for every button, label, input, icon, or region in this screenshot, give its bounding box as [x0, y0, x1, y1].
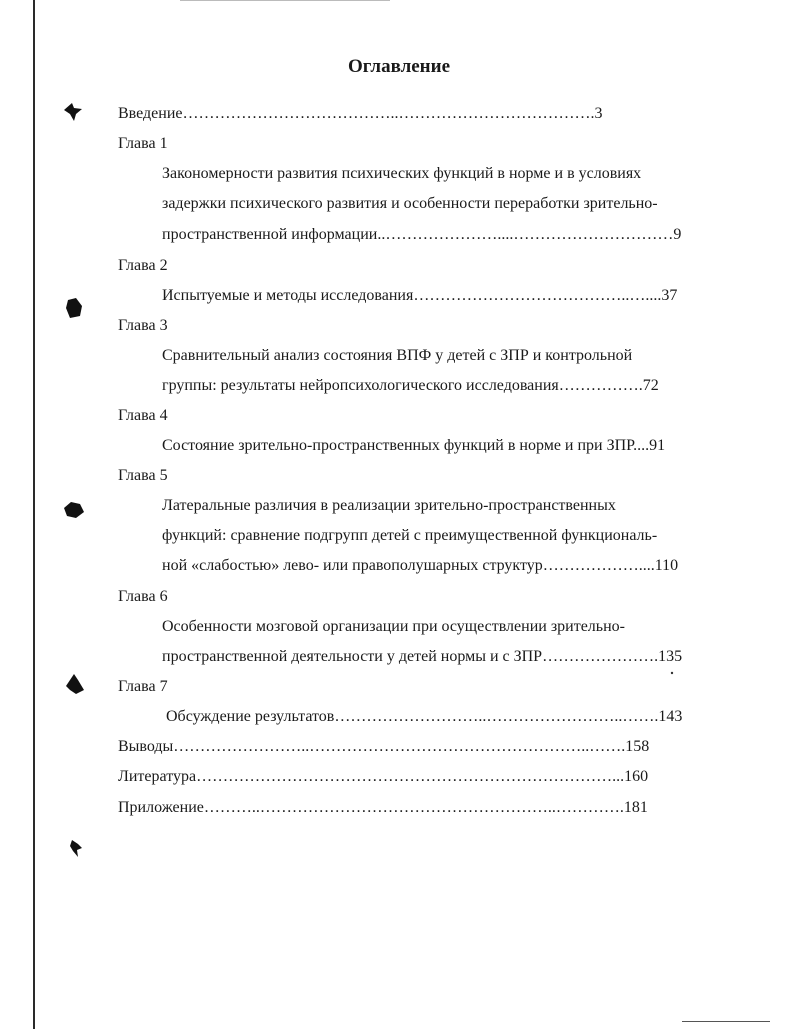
punch-hole-mark [64, 296, 84, 320]
punch-hole-mark [64, 672, 86, 696]
punch-hole-mark [62, 500, 86, 520]
toc-introduction: Введение…………………………………..……………………………….3 [118, 105, 603, 122]
toc-chapter-6-heading: Глава 6 [118, 588, 168, 605]
toc-chapter-2-heading: Глава 2 [118, 257, 168, 274]
scan-left-border [33, 0, 35, 1029]
toc-chapter-3-title-line-2: группы: результаты нейропсихологического исследования…………….72 [162, 377, 659, 394]
toc-chapter-5-title-line-3: ной «слабостью» лево- или правополушарных структур………………....110 [162, 557, 679, 574]
scan-bottom-mark [682, 1021, 770, 1022]
toc-chapter-5-heading: Глава 5 [118, 467, 168, 484]
toc-references: Литература……………………………………………………………………...160 [118, 768, 649, 785]
toc-chapter-7-title: Обсуждение результатов………………………..……………………..…….143 [166, 708, 683, 725]
toc-chapter-4-title: Состояние зрительно-пространственных функций в норме и при ЗПР....91 [162, 437, 666, 454]
toc-chapter-3-title-line-1: Сравнительный анализ состояния ВПФ у детей с ЗПР и контрольной [162, 347, 633, 364]
toc-chapter-2-title: Испытуемые и методы исследования…………………………………..…....37 [162, 287, 678, 304]
toc-chapter-1-title-line-2: задержки психического развития и особенности переработки зрительно- [162, 195, 658, 212]
toc-chapter-1-title-line-1: Закономерности развития психических функций в норме и в условиях [162, 165, 642, 182]
toc-chapter-5-title-line-2: функций: сравнение подгрупп детей с преимущественной функциональ- [162, 527, 658, 544]
page-title: Оглавление [347, 56, 451, 77]
punch-hole-mark [68, 838, 84, 858]
toc-chapter-1-heading: Глава 1 [118, 135, 168, 152]
toc-chapter-5-title-line-1: Латеральные различия в реализации зрительно-пространственных [162, 497, 616, 514]
toc-appendix: Приложение………..………………………………………………..………….181 [118, 799, 648, 816]
scan-top-mark [180, 0, 390, 1]
speck-mark [670, 671, 674, 675]
toc-chapter-6-title-line-1: Особенности мозговой организации при осуществлении зрительно- [162, 618, 625, 635]
toc-chapter-4-heading: Глава 4 [118, 407, 168, 424]
punch-hole-mark [62, 100, 84, 122]
toc-chapter-6-title-line-2: пространственной деятельности у детей нормы и с ЗПР………………….135 [162, 648, 683, 665]
toc-conclusions: Выводы……………………..……………………………………………..…….158 [118, 738, 650, 755]
toc-chapter-3-heading: Глава 3 [118, 317, 168, 334]
toc-chapter-7-heading: Глава 7 [118, 678, 168, 695]
toc-chapter-1-title-line-3: пространственной информации..…………………....…………………………9 [162, 226, 682, 243]
